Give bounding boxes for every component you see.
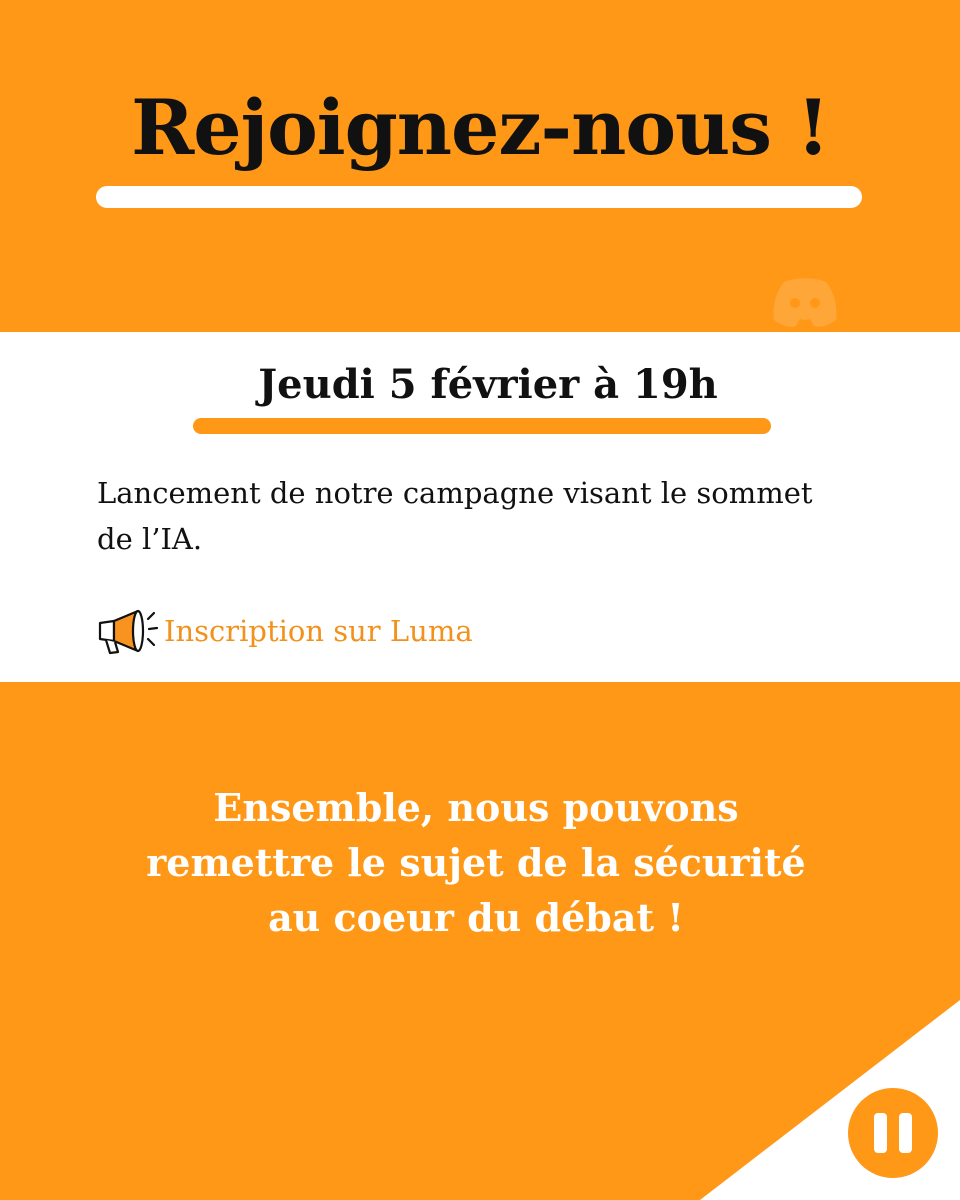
pause-icon — [899, 1113, 912, 1153]
message-line: remettre le sujet de la sécurité — [146, 840, 806, 885]
page-title: Rejoignez-nous ! — [131, 83, 829, 172]
closing-message — [0, 780, 952, 945]
pause-button[interactable] — [848, 1088, 938, 1178]
event-description: Lancement de notre campagne visant le sommet de l’IA. — [97, 476, 813, 556]
message-line: Ensemble, nous pouvons — [213, 785, 739, 830]
signup-row[interactable] — [96, 604, 473, 658]
header-band — [0, 0, 960, 332]
title-underline — [96, 186, 862, 208]
event-date: Jeudi 5 février à 19h — [258, 361, 718, 408]
megaphone-icon — [96, 605, 160, 657]
discord-icon — [772, 276, 838, 328]
message-line: au coeur du débat ! — [268, 895, 684, 940]
pause-icon — [874, 1113, 887, 1153]
signup-link[interactable]: Inscription sur Luma — [164, 614, 473, 648]
date-underline — [193, 418, 771, 434]
